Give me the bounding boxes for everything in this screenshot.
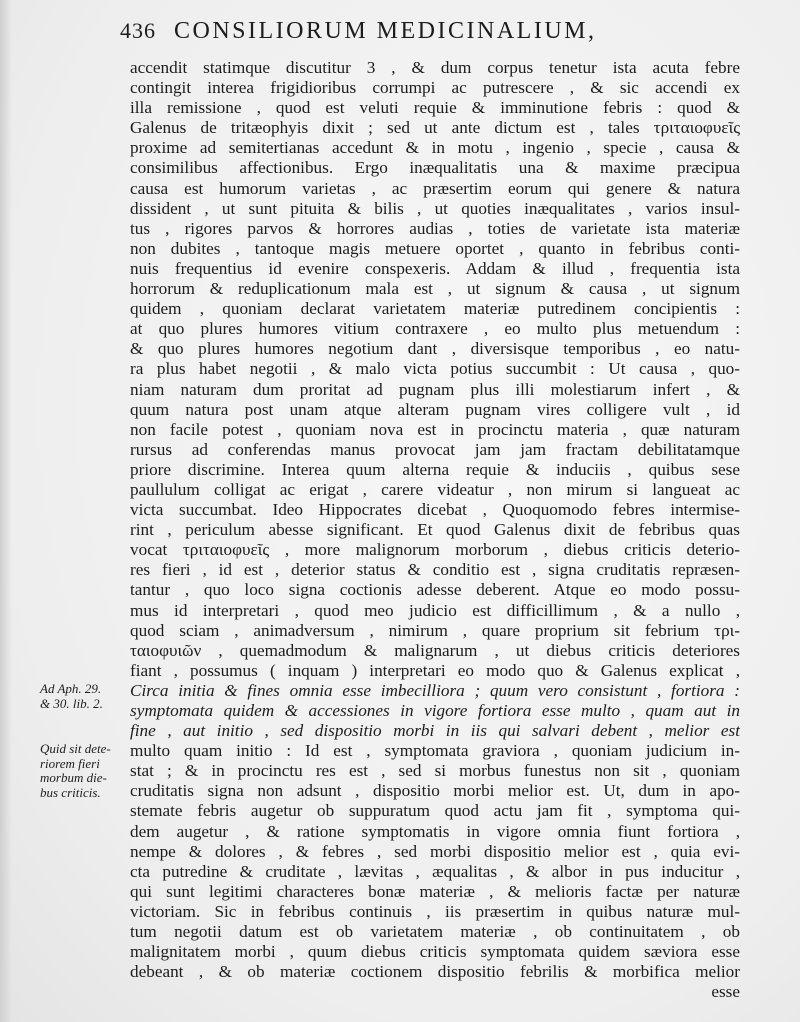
text-line: priore discrimine. Interea quum alterna requie & induciis , quibus sese <box>130 459 740 479</box>
text-line: fiant , possumus ( inquam ) interpretari eo modo quo & Galenus explicat , <box>130 660 740 680</box>
text-line: horrorum & reduplicationum mala est , ut signum & causa , ut signum <box>130 279 740 299</box>
catchword: esse <box>711 982 740 1002</box>
running-title: CONSILIORUM MEDICINALIUM, <box>174 18 597 44</box>
text-line: tus , rigores parvos & horrores audias , toties de varietate ista materiæ <box>130 218 740 238</box>
text-line: nuis frequentius id evenire conspexeris. Addam & illud , frequentia ista <box>130 258 740 278</box>
text-line: ra plus habet negotii , & malo victa potius succumbit : Ut causa , quo- <box>130 359 740 379</box>
text-line: fine , aut initio , sed dispositio morbi in iis qui salvari debent , melior est <box>130 721 740 741</box>
text-line: res fieri , id est , deterior status & conditio est , signa cruditatis repræsen- <box>130 560 740 580</box>
text-line: cruditatis signa non adsunt , dispositio morbi melior est. Ut, dum in apo- <box>130 781 740 801</box>
text-line: rint , periculum abesse significant. Et quod Galenus dixit de febribus quas <box>130 520 740 540</box>
text-line: rursus ad conferendas manus provocat jam jam fractam debilitatamque <box>130 439 740 459</box>
text-line: proxime ad semitertianas accedunt & in motu , ingenio , specie , causa & <box>130 138 740 158</box>
page-header <box>120 18 760 52</box>
margin-note-line: & 30. lib. 2. <box>40 695 103 711</box>
text-line: stat ; & in procinctu res est , sed si morbus funestus non sit , quoniam <box>130 761 740 781</box>
text-line: multo quam initio : Id est , symptomata graviora , quoniam judicium in- <box>130 741 740 761</box>
text-line: debeant , & ob materiæ coctionem dispositio febrilis & morbifica melior <box>130 962 740 982</box>
text-line: consimilibus affectionibus. Ergo inæqualitatis una & maxime præcipua <box>130 158 740 178</box>
text-line: vocat τριταιοφυεῖς , more malignorum morborum , diebus criticis deterio- <box>130 540 740 560</box>
margin-note-critical-days <box>40 742 128 800</box>
text-line: tum negotii datum est ob varietatem materiæ , ob continuitatem , ob <box>130 922 740 942</box>
text-line: accendit statimque discutitur 3 , & dum corpus tenetur ista acuta febre <box>130 58 740 77</box>
text-line: qui sunt legitimi characteres bonæ materiæ , & melioris factæ per naturæ <box>130 881 740 901</box>
text-line: non dubites , tantoque magis metuere oportet , quanto in febribus conti- <box>130 238 740 258</box>
text-line: niam naturam dum proritat ad pugnam plus illi molestiarum infert , & <box>130 379 740 399</box>
text-line: victoriam. Sic in febribus continuis , iis præsertim in quibus naturæ mul- <box>130 901 740 921</box>
text-line: stemate febris augetur ob suppuratum quod actu jam fit , symptoma qui- <box>130 801 740 821</box>
text-line: illa remissione , quod est veluti requie & imminutione febris : quod & <box>130 98 740 118</box>
margin-note-line: Ad Aph. 29. <box>40 681 102 696</box>
margin-note-line: morbum die- <box>40 770 107 785</box>
text-line: cta putredine & cruditate , lævitas , æqualitas , & albor in pus inducitur , <box>130 861 740 881</box>
margin-note-line: bus criticis. <box>40 784 101 800</box>
text-line: contingit interea frigidioribus corrumpi ac putrescere , & sic accendi ex <box>130 78 740 98</box>
text-line: dem augetur , & ratione symptomatis in vigore omnia fiunt fortiora , <box>130 821 740 841</box>
text-line: quod sciam , animadversum , nimirum , quare proprium sit febrium τρι- <box>130 620 740 640</box>
text-line: causa est humorum varietas , ac præsertim eorum qui genere & natura <box>130 178 740 198</box>
text-line: mus id interpretari , quod meo judicio est difficillimum , & a nullo , <box>130 600 740 620</box>
text-line: & quo plures humores negotium dant , diversisque temporibus , eo natu- <box>130 339 740 359</box>
text-line: Galenus de tritæophyis dixit ; sed ut ante dictum est , tales τριταιοφυεῖς <box>130 118 740 138</box>
text-line: paullulum colligat ac erigat , carere videatur , non mirum si langueat ac <box>130 479 740 499</box>
text-line: tantur , quo loco signa coctionis adesse deberent. Atque eo modo possu- <box>130 580 740 600</box>
margin-note-aphorism <box>40 682 128 711</box>
text-line: non facile potest , quoniam nova est in procinctu materia , quæ naturam <box>130 419 740 439</box>
text-line: quidem , quoniam declarat varietatem materiæ putredinem concipientis : <box>130 299 740 319</box>
body-text <box>130 58 740 1002</box>
text-line: victa succumbat. Ideo Hippocrates dicebat , Quoquomodo febres intermise- <box>130 500 740 520</box>
margin-note-line: Quid sit dete- <box>40 741 111 756</box>
text-line: dissident , ut sunt pituita & bilis , ut quoties inæqualitates , varios insul- <box>130 198 740 218</box>
text-line: quum natura post unam atque alteram pugnam vires colligere vult , id <box>130 399 740 419</box>
text-line: malignitatem morbi , quum diebus criticis symptomata quidem sæviora esse <box>130 942 740 962</box>
text-line: Circa initia & fines omnia esse imbecilliora ; quum vero consistunt , fortiora : <box>130 680 740 700</box>
margin-note-line: riorem fieri <box>40 755 100 771</box>
page-number: 436 <box>120 18 156 43</box>
text-line: nempe & dolores , & febres , sed morbi dispositio melior est , quia evi- <box>130 841 740 861</box>
text-line: ταιοφυιῶν , quemadmodum & malignarum , ut diebus criticis deteriores <box>130 640 740 660</box>
text-line: symptomata quidem & accessiones in vigore fortiora esse multo , quam aut in <box>130 701 740 720</box>
text-line: at quo plures humores vitium contraxere , eo multo plus metuendum : <box>130 319 740 339</box>
page-edge-shadow <box>0 0 12 1022</box>
